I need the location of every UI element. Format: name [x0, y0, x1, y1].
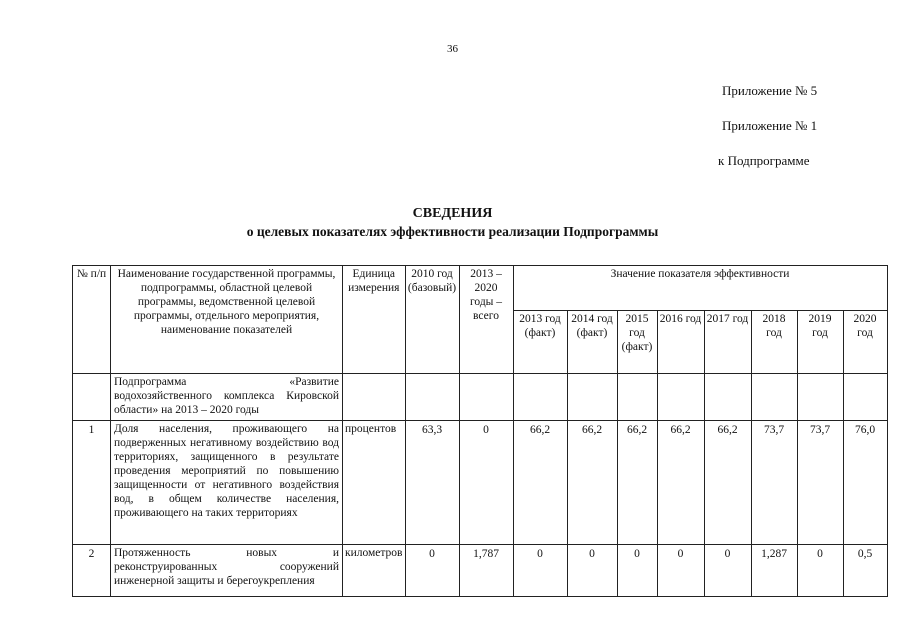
year-value: 1,287	[751, 545, 797, 597]
document-subtitle: о целевых показателях эффективности реализации Подпрограммы	[246, 224, 659, 239]
indicators-table	[72, 265, 888, 597]
year-value: 66,2	[704, 421, 751, 545]
document-title: СВЕДЕНИЯ	[412, 206, 493, 221]
year-value: 66,2	[657, 421, 704, 545]
indicator-name: Доля населения, проживающего на подверженных негативному воздействию вод территориях, защищенного в результате проведения мероприятий по повышению защищенности от негативного воздействия вод, в общем количестве населения, проживающего на таких территориях	[111, 421, 343, 545]
year-value: 0	[617, 545, 657, 597]
page-number: 36	[447, 43, 458, 55]
indicator-name: Протяженность новых и реконструированных сооружений инженерной защиты и берегоукрепления	[111, 545, 343, 597]
base-value: 0	[405, 545, 459, 597]
table-row	[73, 421, 888, 545]
year-value: 76,0	[843, 421, 887, 545]
subprogram-name: Подпрограмма «Развитие водохозяйственного комплекса Кировской области» на 2013 – 2020 годы	[111, 374, 343, 421]
year-value: 0	[567, 545, 617, 597]
header-base-year: 2010 год (базовый)	[405, 266, 459, 374]
header-num: № п/п	[73, 266, 111, 374]
header-total: 2013 – 2020 годы – всего	[459, 266, 513, 374]
header-year: 2020 год	[843, 311, 887, 374]
header-name: Наименование государственной программы, подпрограммы, областной целевой программы, ведомственной целевой программы, отдельного мероприятия, наименование показателей	[111, 266, 343, 374]
year-value: 0	[704, 545, 751, 597]
year-value: 66,2	[617, 421, 657, 545]
year-value: 66,2	[513, 421, 567, 545]
year-value: 0	[513, 545, 567, 597]
year-value: 0	[657, 545, 704, 597]
header-year: 2017 год	[704, 311, 751, 374]
header-year: 2014 год (факт)	[567, 311, 617, 374]
header-year: 2018 год	[751, 311, 797, 374]
indicator-unit: процентов	[343, 421, 406, 545]
appendix-subprogram-label: к Подпрограмме	[718, 153, 810, 168]
subprogram-row	[73, 374, 888, 421]
year-value: 0	[797, 545, 843, 597]
header-unit: Единица измерения	[343, 266, 406, 374]
year-value: 73,7	[797, 421, 843, 545]
indicator-unit: километров	[343, 545, 406, 597]
header-year: 2016 год	[657, 311, 704, 374]
row-number: 2	[73, 545, 111, 597]
header-year: 2019 год	[797, 311, 843, 374]
row-number: 1	[73, 421, 111, 545]
header-year: 2015 год (факт)	[617, 311, 657, 374]
header-row	[73, 266, 888, 311]
header-indicator-values: Значение показателя эффективности	[513, 266, 887, 311]
year-value: 0,5	[843, 545, 887, 597]
appendix-label-5: Приложение № 5	[722, 83, 818, 98]
total-value: 0	[459, 421, 513, 545]
total-value: 1,787	[459, 545, 513, 597]
year-value: 66,2	[567, 421, 617, 545]
year-value: 73,7	[751, 421, 797, 545]
appendix-label-1: Приложение № 1	[722, 118, 818, 133]
table-row	[73, 545, 888, 597]
header-year: 2013 год (факт)	[513, 311, 567, 374]
base-value: 63,3	[405, 421, 459, 545]
